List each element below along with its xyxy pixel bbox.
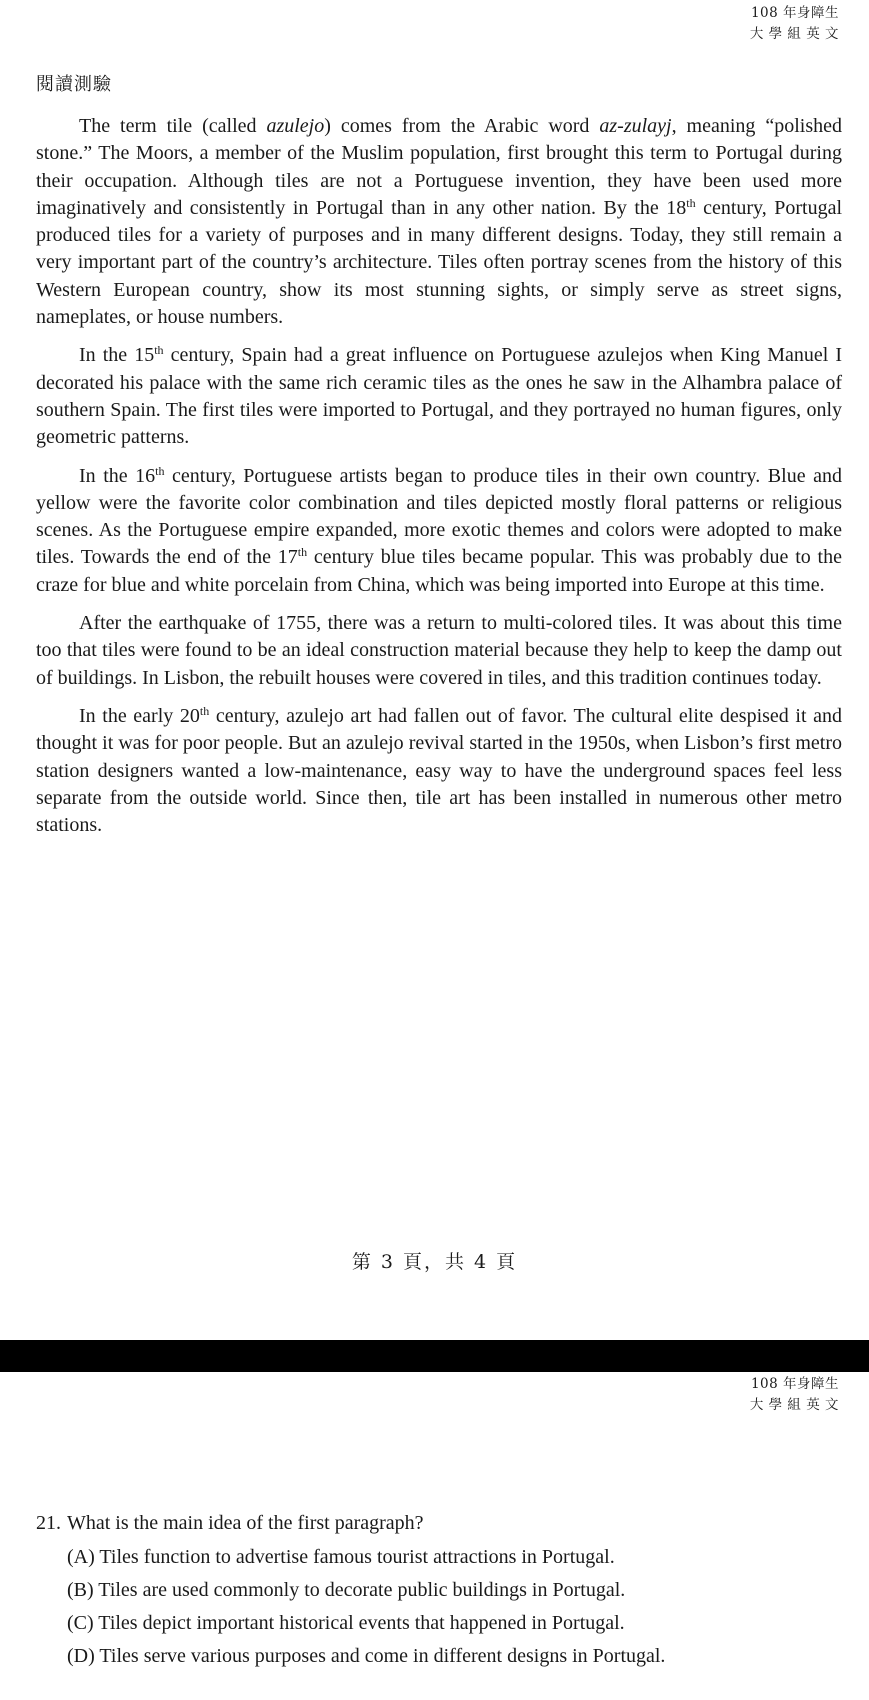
header-subject: 大 學 組 英 文 bbox=[749, 26, 839, 42]
question-number: 21. bbox=[36, 1512, 61, 1534]
reading-passage bbox=[36, 113, 842, 850]
option-a[interactable]: (A) Tiles function to advertise famous tourist attractions in Portugal. bbox=[67, 1546, 615, 1568]
paragraph-2: In the 15th century, Spain had a great influence on Portuguese azulejos when King Manuel I decorated his palace with the same rich ceramic tiles as the ones he saw in the Alhambra palace of southern Spain. The first tiles were imported to Portugal, and they portrayed no human figures, only geometric patterns. bbox=[36, 343, 843, 449]
paragraph-5: In the early 20th century, azulejo art had fallen out of favor. The cultural elite despised it and thought it was for poor people. But an azulejo revival started in the 1950s, when Lisbon’s first metro station designers wanted a low-maintenance, easy way to have the underground spaces feel less separate from the outside world. Since then, tile art has been installed in numerous other metro stations. bbox=[36, 703, 842, 837]
page-header bbox=[750, 1374, 839, 1416]
paragraph-3: In the 16th century, Portuguese artists began to produce tiles in their own country. Blue and yellow were the favorite color combination and tiles depicted mostly floral patterns or religious scenes. As the Portuguese empire expanded, more exotic themes and colors were adopted to make tiles. Towards the end of the 17th century blue tiles became popular. This was probably due to the craze for blue and white porcelain from China, which was being imported into Europe at this time. bbox=[36, 463, 842, 596]
question-stem bbox=[36, 1510, 846, 1537]
page-header bbox=[750, 3, 839, 45]
paragraph-4: After the earthquake of 1755, there was a return to multi-colored tiles. It was about this time too that tiles were found to be an ideal construction material because they help to keep the damp out of buildings. In Lisbon, the rebuilt houses were covered in tiles, and this tradition continues today. bbox=[36, 612, 842, 689]
option-d[interactable]: (D) Tiles serve various purposes and come in different designs in Portugal. bbox=[67, 1645, 666, 1667]
header-subject: 大 學 組 英 文 bbox=[749, 1397, 839, 1413]
question-21 bbox=[36, 1510, 846, 1673]
section-title: 閱讀測驗 bbox=[36, 74, 112, 95]
question-text: What is the main idea of the first paragraph? bbox=[67, 1512, 424, 1534]
option-b[interactable]: (B) Tiles are used commonly to decorate public buildings in Portugal. bbox=[67, 1579, 626, 1601]
header-exam-year: 108 年身障生 bbox=[750, 5, 839, 21]
page-number-footer: 第 3 頁，共 4 頁 bbox=[351, 1251, 518, 1273]
option-c[interactable]: (C) Tiles depict important historical events that happened in Portugal. bbox=[67, 1612, 625, 1634]
page-separator-bar bbox=[0, 1340, 869, 1372]
paragraph-1: The term tile (called azulejo) comes from the Arabic word az-zulayj, meaning “polished stone.” The Moors, a member of the Muslim population, first brought this term to Portugal during their occupation. Although tiles are not a Portuguese invention, they have been used more imaginatively and consistently in Portugal than in any other nation. By the 18th century, Portugal produced tiles for a variety of purposes and in many different designs. Today, they still remain a very important part of the country’s architecture. Tiles often portray scenes from the history of this Western European country, show its most stunning sights, or simply serve as street signs, nameplates, or house numbers. bbox=[36, 115, 843, 329]
header-exam-year: 108 年身障生 bbox=[750, 1376, 839, 1392]
exam-page-4 bbox=[0, 1372, 869, 1700]
